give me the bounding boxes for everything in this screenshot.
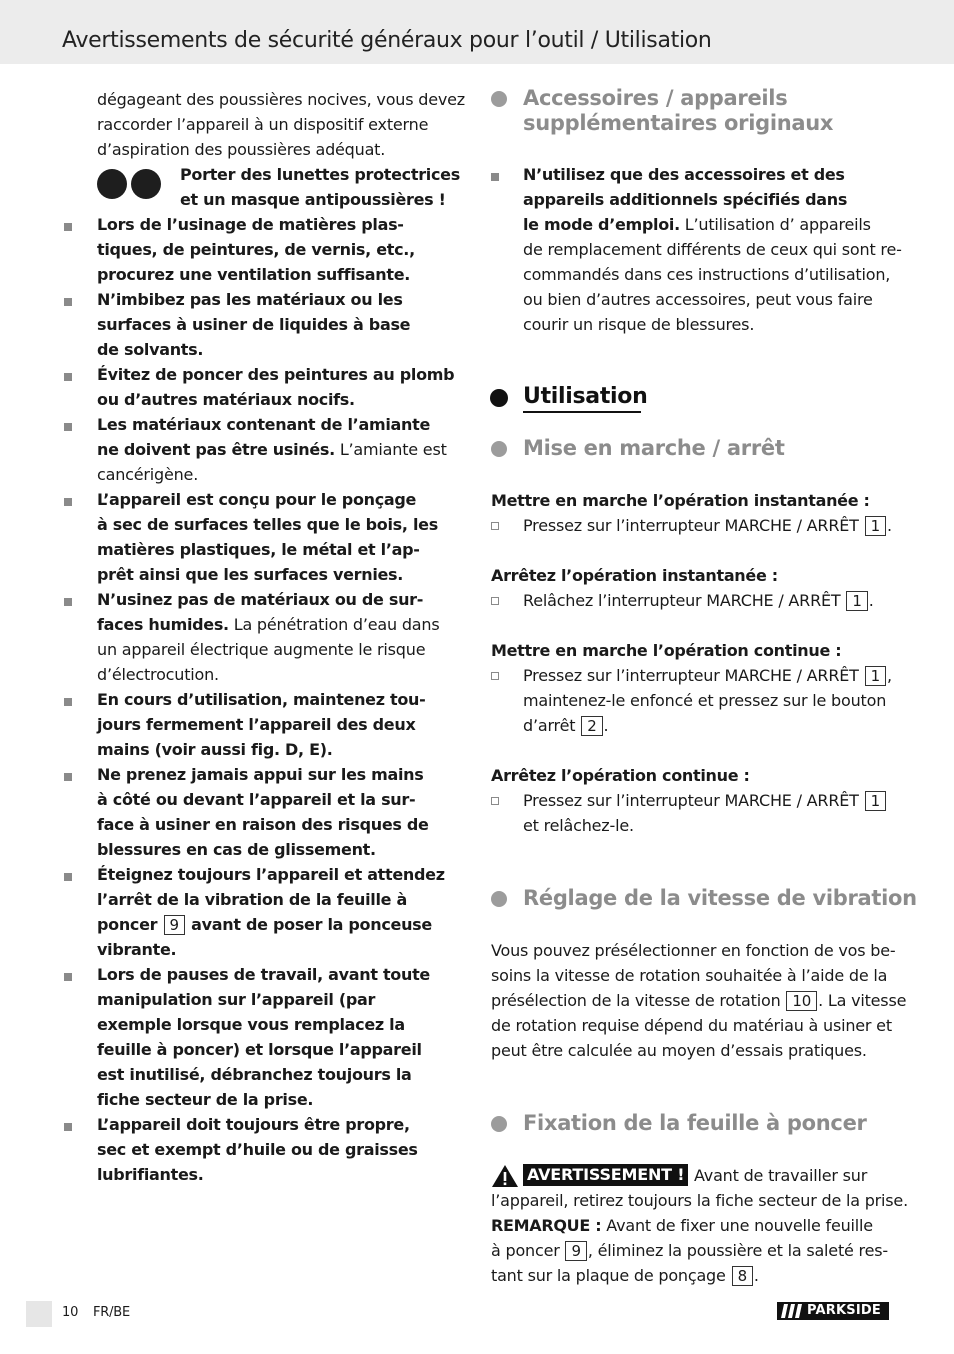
instruction-title: Mettre en marche l’opération continue : xyxy=(491,641,842,660)
section-heading: Réglage de la vitesse de vibration xyxy=(523,886,917,910)
bold-text: L’appareil doit toujours être propre, xyxy=(97,1115,410,1134)
normal-text: et relâchez-le. xyxy=(523,816,634,835)
bold-text: prêt ainsi que les surfaces vernies. xyxy=(97,565,404,584)
list-item-line xyxy=(97,912,432,937)
ppe-text-line: et un masque antipoussières ! xyxy=(180,190,446,209)
list-item-line xyxy=(97,312,410,337)
section-bullet-icon xyxy=(491,441,507,457)
list-item-line xyxy=(97,212,404,237)
reference-number: 1 xyxy=(865,791,886,811)
bold-text: face à usiner en raison des risques de xyxy=(97,815,429,834)
warning-label: AVERTISSEMENT ! xyxy=(523,1164,688,1186)
reference-number: 8 xyxy=(732,1266,753,1286)
bold-text: feuille à poncer) et lorsque l’appareil xyxy=(97,1040,422,1059)
instruction-title: Arrêtez l’opération continue : xyxy=(491,766,750,785)
reference-number: 9 xyxy=(164,915,185,935)
paragraph-line xyxy=(491,988,906,1013)
normal-text: l’appareil, retirez toujours la fiche secteur de la prise. xyxy=(491,1191,908,1210)
bullet-square xyxy=(64,598,72,606)
list-item-line xyxy=(97,837,376,862)
reference-number: 1 xyxy=(865,666,886,686)
normal-text: ou bien d’autres accessoires, peut vous faire xyxy=(523,290,873,309)
bold-text: mains (voir aussi fig. D, E). xyxy=(97,740,333,759)
dust-mask-icon xyxy=(131,169,161,199)
list-item-line xyxy=(97,362,454,387)
page-number-box xyxy=(26,1301,52,1327)
normal-text: Vous pouvez présélectionner en fonction de vos be- xyxy=(491,941,896,960)
normal-text: L’utilisation d’ appareils xyxy=(679,215,871,234)
list-item-line xyxy=(97,337,203,362)
page-title: Avertissements de sécurité généraux pour l’outil / Utilisation xyxy=(62,28,712,53)
instruction-line xyxy=(523,688,886,713)
instruction-line xyxy=(523,788,887,813)
bold-text: poncer xyxy=(97,915,163,934)
bullet-square xyxy=(64,1123,72,1131)
normal-text: un appareil électrique augmente le risque xyxy=(97,640,426,659)
warning-triangle-icon xyxy=(491,1164,519,1188)
instruction-line xyxy=(523,588,874,613)
bold-text: N’imbibez pas les matériaux ou les xyxy=(97,290,403,309)
normal-text: commandés dans ces instructions d’utilisation, xyxy=(523,265,891,284)
section-bullet-icon xyxy=(491,1116,507,1132)
paragraph-line xyxy=(491,938,895,963)
bold-text: Évitez de poncer des peintures au plomb xyxy=(97,365,455,384)
reference-number: 10 xyxy=(786,991,817,1011)
list-item-line xyxy=(97,437,447,462)
accessories-line xyxy=(523,187,847,212)
bold-text: de solvants. xyxy=(97,340,204,359)
bold-text: lubrifiantes. xyxy=(97,1165,204,1184)
intro-line: raccorder l’appareil à un dispositif externe xyxy=(97,115,429,134)
normal-text: , xyxy=(886,666,892,685)
list-item-line xyxy=(97,562,403,587)
bold-text: à côté ou devant l’appareil et la sur- xyxy=(97,790,416,809)
bold-text: surfaces à usiner de liquides à base xyxy=(97,315,411,334)
instruction-line xyxy=(523,513,892,538)
list-item-line xyxy=(97,1162,204,1187)
bullet-square xyxy=(64,373,72,381)
list-item-line xyxy=(97,1037,422,1062)
bold-text: Lors de l’usinage de matières plas- xyxy=(97,215,404,234)
normal-text: à poncer xyxy=(491,1241,565,1260)
heading-underline xyxy=(523,411,641,413)
list-item-line xyxy=(97,537,420,562)
bold-text: fiche secteur de la prise. xyxy=(97,1090,314,1109)
paragraph-line xyxy=(491,1238,888,1263)
list-item-line xyxy=(97,1112,410,1137)
section-heading: supplémentaires originaux xyxy=(523,111,834,135)
normal-text: . xyxy=(886,516,892,535)
bold-text: avant de poser la ponceuse xyxy=(185,915,432,934)
bold-text: En cours d’utilisation, maintenez tou- xyxy=(97,690,426,709)
normal-text: d’électrocution. xyxy=(97,665,219,684)
normal-text: Pressez sur l’interrupteur MARCHE / ARRÊT xyxy=(523,791,864,810)
normal-text: Avant de fixer une nouvelle feuille xyxy=(601,1216,873,1235)
normal-text: de rotation requise dépend du matériau à usiner et xyxy=(491,1016,892,1035)
bold-text: sec et exempt d’huile ou de graisses xyxy=(97,1140,418,1159)
step-bullet xyxy=(491,672,499,680)
normal-text: de remplacement différents de ceux qui sont re- xyxy=(523,240,902,259)
normal-text: présélection de la vitesse de rotation xyxy=(491,991,786,1010)
bullet-square xyxy=(491,173,499,181)
bullet-square xyxy=(64,423,72,431)
normal-text: Avant de travailler sur xyxy=(694,1166,868,1185)
ppe-text-line: Porter des lunettes protectrices xyxy=(180,165,460,184)
list-item-line xyxy=(97,287,403,312)
list-item-line xyxy=(97,687,426,712)
list-item-line xyxy=(97,412,430,437)
list-item-line xyxy=(97,737,333,762)
list-item-line xyxy=(97,937,176,962)
brand-logo xyxy=(777,1302,889,1320)
normal-text: Pressez sur l’interrupteur MARCHE / ARRÊT xyxy=(523,666,864,685)
normal-text: . xyxy=(753,1266,759,1285)
language-code: FR/BE xyxy=(93,1305,131,1320)
bold-text: le mode d’emploi. xyxy=(523,215,680,234)
bold-text: matières plastiques, le métal et l’ap- xyxy=(97,540,420,559)
bullet-square xyxy=(64,223,72,231)
instruction-line xyxy=(523,713,608,738)
list-item-line xyxy=(97,462,198,487)
normal-text: peut être calculée au moyen d’essais pratiques. xyxy=(491,1041,867,1060)
normal-text: tant sur la plaque de ponçage xyxy=(491,1266,731,1285)
step-bullet xyxy=(491,597,499,605)
bold-text: L’appareil est conçu pour le ponçage xyxy=(97,490,417,509)
reference-number: 1 xyxy=(846,591,867,611)
paragraph-line xyxy=(491,1188,908,1213)
normal-text: courir un risque de blessures. xyxy=(523,315,755,334)
bold-text: tiques, de peintures, de vernis, etc., xyxy=(97,240,415,259)
bold-text: Éteignez toujours l’appareil et attendez xyxy=(97,865,445,884)
list-item-line xyxy=(97,862,445,887)
reference-number: 1 xyxy=(865,516,886,536)
logo-stripes-icon xyxy=(781,1304,803,1318)
bullet-square xyxy=(64,773,72,781)
list-item-line xyxy=(97,237,415,262)
instruction-line xyxy=(523,663,892,688)
list-item-line xyxy=(97,987,375,1012)
normal-text: . La vitesse xyxy=(818,991,907,1010)
list-item-line xyxy=(97,887,407,912)
normal-text: Relâchez l’interrupteur MARCHE / ARRÊT xyxy=(523,591,846,610)
bold-text: procurez une ventilation suffisante. xyxy=(97,265,411,284)
list-item-line xyxy=(97,612,439,637)
instruction-title: Mettre en marche l’opération instantanée : xyxy=(491,491,870,510)
reference-number: 9 xyxy=(565,1241,586,1261)
list-item-line xyxy=(97,1087,313,1112)
bullet-square xyxy=(64,298,72,306)
list-item-line xyxy=(97,637,425,662)
list-item-line xyxy=(97,812,429,837)
paragraph-line xyxy=(491,1263,759,1288)
list-item-line xyxy=(97,712,415,737)
main-section-heading: Utilisation xyxy=(523,384,648,409)
section-heading: Accessoires / appareils xyxy=(523,86,788,110)
bold-text: jours fermement l’appareil des deux xyxy=(97,715,416,734)
normal-text: . xyxy=(868,591,874,610)
normal-text: . xyxy=(603,716,609,735)
list-item-line xyxy=(97,662,219,687)
bold-text: exemple lorsque vous remplacez la xyxy=(97,1015,405,1034)
bold-text: est inutilisé, débranchez toujours la xyxy=(97,1065,412,1084)
bold-text: ne doivent pas être usinés. xyxy=(97,440,335,459)
step-bullet xyxy=(491,797,499,805)
bullet-square xyxy=(64,973,72,981)
list-item-line xyxy=(97,512,438,537)
paragraph-line xyxy=(491,1213,873,1238)
normal-text: d’arrêt xyxy=(523,716,581,735)
intro-line: d’aspiration des poussières adéquat. xyxy=(97,140,386,159)
step-bullet xyxy=(491,522,499,530)
section-bullet-icon xyxy=(491,891,507,907)
normal-text: cancérigène. xyxy=(97,465,199,484)
list-item-line xyxy=(97,487,416,512)
section-heading: Mise en marche / arrêt xyxy=(523,436,785,460)
normal-text: , éliminez la poussière et la saleté res- xyxy=(587,1241,888,1260)
bold-text: ou d’autres matériaux nocifs. xyxy=(97,390,355,409)
bold-text: vibrante. xyxy=(97,940,177,959)
accessories-line xyxy=(523,262,890,287)
section-bullet-icon xyxy=(490,389,508,407)
list-item-line xyxy=(97,1062,412,1087)
intro-line: dégageant des poussières nocives, vous devez xyxy=(97,90,465,109)
bold-text: à sec de surfaces telles que le bois, les xyxy=(97,515,438,534)
bold-text: REMARQUE : xyxy=(491,1216,602,1235)
normal-text: Pressez sur l’interrupteur MARCHE / ARRÊT xyxy=(523,516,864,535)
normal-text: maintenez-le enfoncé et pressez sur le bouton xyxy=(523,691,887,710)
paragraph-line xyxy=(491,963,887,988)
reference-number: 2 xyxy=(581,716,602,736)
bullet-square xyxy=(64,498,72,506)
bold-text: Lors de pauses de travail, avant toute xyxy=(97,965,430,984)
paragraph-line xyxy=(491,1038,867,1063)
list-item-line xyxy=(97,1012,405,1037)
normal-text: soins la vitesse de rotation souhaitée à l’aide de la xyxy=(491,966,888,985)
page-number: 10 xyxy=(62,1305,79,1320)
accessories-line xyxy=(523,312,754,337)
bold-text: manipulation sur l’appareil (par xyxy=(97,990,376,1009)
list-item-line xyxy=(97,587,423,612)
bold-text: blessures en cas de glissement. xyxy=(97,840,376,859)
bold-text: appareils additionnels spécifiés dans xyxy=(523,190,848,209)
bold-text: l’arrêt de la vibration de la feuille à xyxy=(97,890,407,909)
list-item-line xyxy=(97,962,430,987)
bold-text: N’utilisez que des accessoires et des xyxy=(523,165,845,184)
bold-text: N’usinez pas de matériaux ou de sur- xyxy=(97,590,424,609)
section-bullet-icon xyxy=(491,91,507,107)
brand-logo-text: PARKSIDE xyxy=(807,1303,881,1318)
normal-text: L’amiante est xyxy=(334,440,447,459)
section-heading: Fixation de la feuille à poncer xyxy=(523,1111,867,1135)
bold-text: faces humides. xyxy=(97,615,229,634)
accessories-line xyxy=(523,212,871,237)
bullet-square xyxy=(64,698,72,706)
instruction-title: Arrêtez l’opération instantanée : xyxy=(491,566,778,585)
list-item-line xyxy=(97,262,410,287)
goggles-icon xyxy=(97,169,127,199)
normal-text: La pénétration d’eau dans xyxy=(228,615,440,634)
page-header xyxy=(0,0,954,64)
accessories-line xyxy=(523,237,902,262)
paragraph-line xyxy=(491,1013,892,1038)
list-item-line xyxy=(97,787,415,812)
paragraph-line xyxy=(694,1163,867,1188)
bullet-square xyxy=(64,873,72,881)
instruction-line xyxy=(523,813,634,838)
accessories-line xyxy=(523,162,845,187)
list-item-line xyxy=(97,387,355,412)
bold-text: Les matériaux contenant de l’amiante xyxy=(97,415,431,434)
list-item-line xyxy=(97,1137,418,1162)
bold-text: Ne prenez jamais appui sur les mains xyxy=(97,765,424,784)
list-item-line xyxy=(97,762,423,787)
accessories-line xyxy=(523,287,873,312)
